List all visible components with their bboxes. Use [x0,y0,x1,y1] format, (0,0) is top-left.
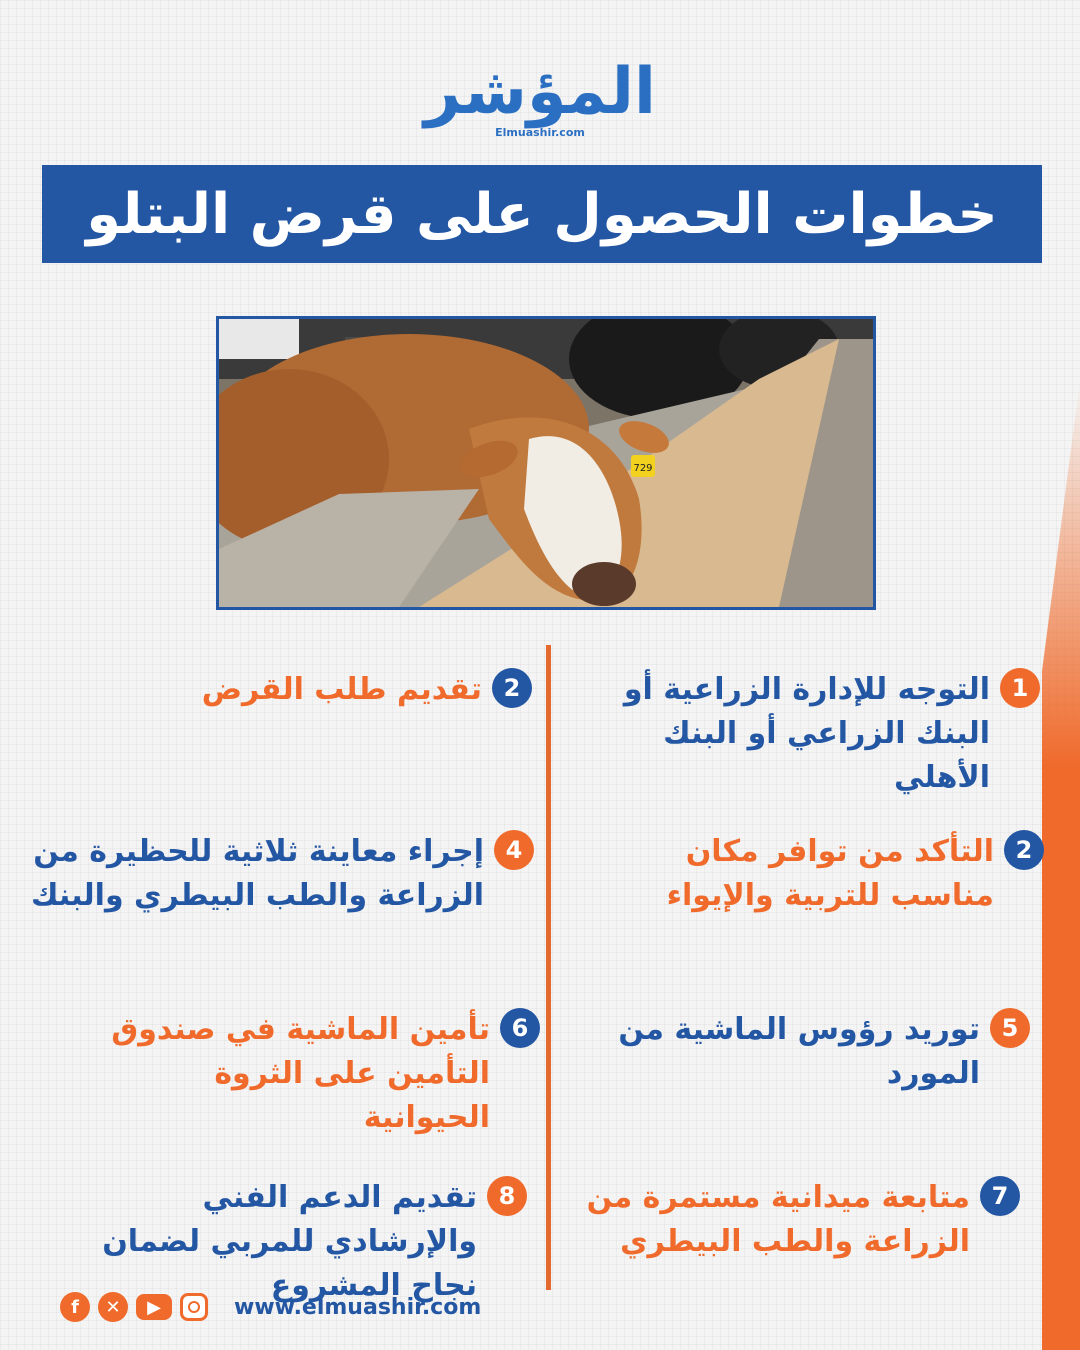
facebook-icon[interactable]: f [60,1292,90,1322]
step-number-badge: 2 [1004,830,1044,870]
step-text: متابعة ميدانية مستمرة من الزراعة والطب البيطري [586,1180,970,1259]
page-title: خطوات الحصول على قرض البتلو [86,181,998,247]
footer-social [60,1292,481,1322]
step-number-badge: 2 [492,668,532,708]
logo-subtitle: Elmuashir.com [495,126,585,139]
step-text: توريد رؤوس الماشية من المورد [618,1012,980,1091]
step-text: إجراء معاينة ثلاثية للحظيرة من الزراعة والطب البيطري والبنك [30,834,484,913]
center-divider [546,645,551,1290]
step-3 [584,830,1044,918]
youtube-icon[interactable]: ▶ [136,1294,172,1320]
step-text: التأكد من توافر مكان مناسب للتربية والإيواء [666,834,994,913]
step-number-badge: 6 [500,1008,540,1048]
step-4 [20,830,534,918]
x-icon[interactable]: ✕ [98,1292,128,1322]
step-text: تقديم الدعم الفني والإرشادي للمربي لضمان نجاح المشروع [102,1180,477,1303]
step-5 [610,1008,1030,1096]
step-text: التوجه للإدارة الزراعية أو البنك الزراعي أو البنك الأهلي [623,672,990,795]
ear-tag-text: 729 [633,463,653,474]
step-number-badge: 8 [487,1176,527,1216]
instagram-icon[interactable] [180,1293,208,1321]
title-banner [42,165,1042,263]
step-number-badge: 1 [1000,668,1040,708]
calf-feeding-photo [216,316,876,610]
step-text: تأمين الماشية في صندوق التأمين على الثروة الحيوانية [111,1012,490,1135]
step-7 [560,1176,1020,1264]
step-number-badge: 7 [980,1176,1020,1216]
photo-illustration [219,319,873,607]
decorative-side-band [1042,380,1080,1350]
step-8 [47,1176,527,1308]
step-number-badge: 5 [990,1008,1030,1048]
step-1 [580,668,1040,800]
step-number-badge: 4 [494,830,534,870]
step-2 [92,668,532,712]
brand-logo [0,55,1080,139]
step-text: تقديم طلب القرض [201,672,482,707]
website-url[interactable]: www.elmuashir.com [234,1294,482,1320]
logo-wordmark: المؤشر [424,55,656,129]
step-6 [80,1008,540,1140]
